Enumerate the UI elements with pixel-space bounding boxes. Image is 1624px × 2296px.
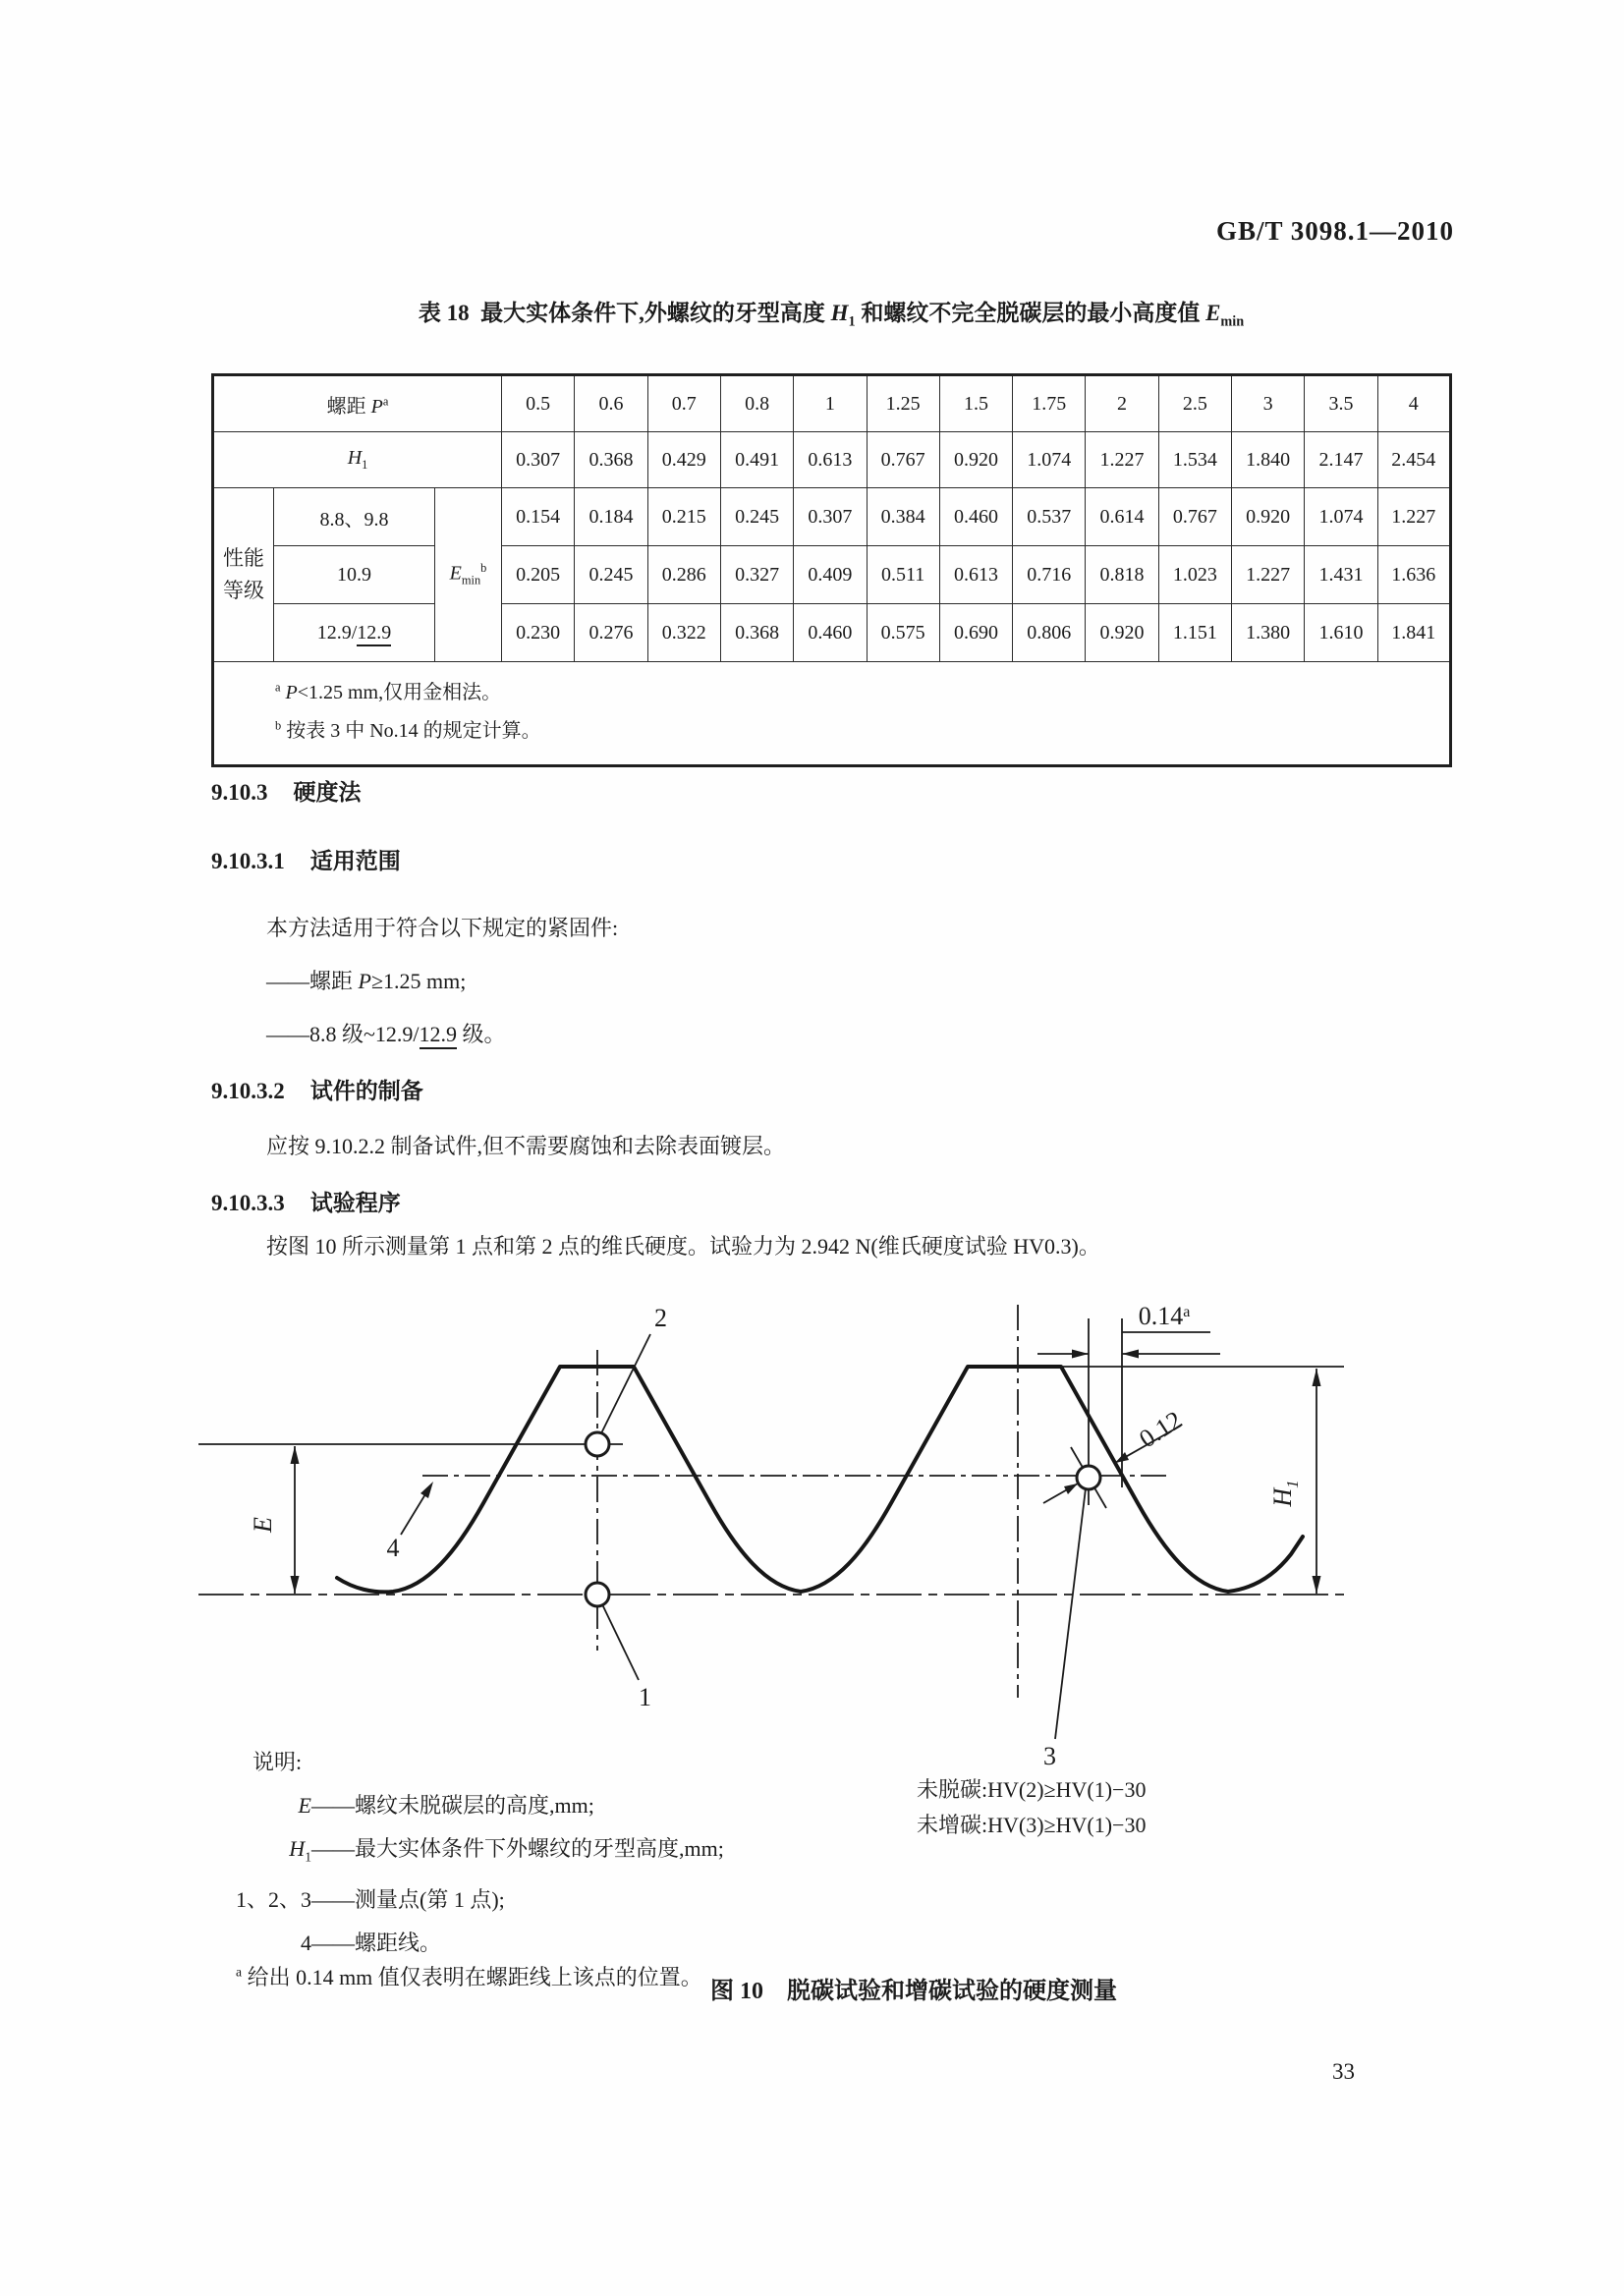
table-cell: 0.491 (720, 432, 793, 488)
table-cell: 0.767 (1158, 488, 1231, 546)
table-cell: 2 (1086, 375, 1158, 432)
table-cell: 1.431 (1305, 546, 1377, 604)
standard-number-header: GB/T 3098.1—2010 (1215, 216, 1454, 246)
table-cell: 0.322 (647, 604, 720, 662)
table-cell: 1.5 (939, 375, 1012, 432)
table-cell: 1.841 (1377, 604, 1450, 662)
figure-10-diagram (196, 1206, 1454, 1776)
table-cell: 1.023 (1158, 546, 1231, 604)
paragraph: 应按 9.10.2.2 制备试件,但不需要腐蚀和去除表面镀层。 (266, 1134, 786, 1158)
table-cell: 1.840 (1232, 432, 1305, 488)
table-cell: 1.380 (1232, 604, 1305, 662)
table-number: 表 18 (418, 301, 470, 325)
reference-lines (198, 1305, 1344, 1698)
table-cell: 0.368 (575, 432, 647, 488)
table-cell: 0.409 (794, 546, 867, 604)
point-leaders (387, 1304, 1087, 1770)
measurement-point-2 (586, 1432, 609, 1456)
table-cell: 0.307 (794, 488, 867, 546)
dimension-0-12-label: 0.12 (1134, 1405, 1188, 1454)
dimension-0-14 (1037, 1302, 1220, 1359)
table-cell: 0.806 (1013, 604, 1086, 662)
table-cell: 0.690 (939, 604, 1012, 662)
criterion-no-decarburization: 未脱碳:HV(2)≥HV(1)−30 (917, 1777, 1147, 1802)
table-cell: 1.074 (1013, 432, 1086, 488)
emin-header-cell: $E_{min}^b$ (435, 488, 502, 662)
performance-grade-cell: 性能 等级 (213, 488, 274, 662)
grade-label-cell: 12.9/12.9 (274, 604, 435, 662)
table-footnotes-cell (213, 662, 1451, 766)
table-cell: 0.613 (794, 432, 867, 488)
table-cell: 0.5 (502, 375, 575, 432)
point-2-label: 2 (654, 1304, 667, 1332)
table-cell: 3.5 (1305, 375, 1377, 432)
table-cell: 1.636 (1377, 546, 1450, 604)
table-cell: 1.227 (1232, 546, 1305, 604)
section-heading-9-10-3: 9.10.3 硬度法 (211, 780, 362, 805)
table-row-grade-12-9 (213, 604, 1451, 662)
section-heading-9-10-3-2: 9.10.3.2 试件的制备 (211, 1079, 423, 1103)
figure-legend (209, 1741, 724, 1965)
table-cell: 0.818 (1086, 546, 1158, 604)
legend-item-h1: $H_1——$最大实体条件下外螺纹的牙型高度,mm; (289, 1836, 724, 1865)
table-cell: 0.511 (867, 546, 939, 604)
page-number: 33 (1332, 2059, 1355, 2084)
table-row-grade-10-9 (213, 546, 1451, 604)
dimension-0-12 (1043, 1405, 1187, 1508)
pitch-line-label: 4 (386, 1534, 400, 1562)
table-cell: 0.245 (720, 488, 793, 546)
h1-header-cell: $H_1$ (213, 432, 502, 488)
dimension-h1-label: $H_1$ (1268, 1480, 1302, 1507)
dimension-h1 (1268, 1369, 1321, 1594)
criterion-no-carburization: 未增碳:HV(3)≥HV(1)−30 (917, 1813, 1147, 1837)
figure-footnote-a: $^a$ 给出 0.14 mm 值仅表明在螺距线上该点的位置。 (236, 1964, 702, 1989)
table-18 (211, 373, 1452, 767)
figure-10-caption: 图 10 脱碳试验和增碳试验的硬度测量 (710, 1979, 1117, 2004)
table-row-pitch (213, 375, 1451, 432)
table-cell: 0.716 (1013, 546, 1086, 604)
legend-item-pitch-line: 4——螺距线。 (301, 1931, 442, 1956)
table-cell: 1.227 (1377, 488, 1450, 546)
table-cell: 1.75 (1013, 375, 1086, 432)
list-item-grades: ——8.8 级~12.9/12.9 级。 (266, 1018, 506, 1048)
footnote-b: $^b$ 按表 3 中 No.14 的规定计算。 (275, 718, 541, 742)
table-cell: 1 (794, 375, 867, 432)
table-cell: 0.368 (720, 604, 793, 662)
table-cell: 0.7 (647, 375, 720, 432)
table-cell: 1.610 (1305, 604, 1377, 662)
table-cell: 4 (1377, 375, 1450, 432)
table-cell: 0.920 (1232, 488, 1305, 546)
table-cell: 1.534 (1158, 432, 1231, 488)
table-cell: 1.227 (1086, 432, 1158, 488)
table-cell: 0.429 (647, 432, 720, 488)
hardness-criteria (917, 1772, 1146, 1843)
table-cell: 0.215 (647, 488, 720, 546)
table-row-h1 (213, 432, 1451, 488)
table-cell: 0.537 (1013, 488, 1086, 546)
dimension-e (249, 1446, 300, 1594)
table-cell: 2.454 (1377, 432, 1450, 488)
thread-profile (337, 1367, 1303, 1592)
legend-item-e: E——螺纹未脱碳层的高度,mm; (298, 1793, 594, 1818)
table-cell: 2.147 (1305, 432, 1377, 488)
table-cell: 0.575 (867, 604, 939, 662)
table-cell: 0.307 (502, 432, 575, 488)
table-row-footnotes (213, 662, 1451, 766)
table-cell: 0.920 (939, 432, 1012, 488)
measurement-points (586, 1432, 1100, 1606)
table-cell: 0.230 (502, 604, 575, 662)
table-cell: 0.767 (867, 432, 939, 488)
table-cell: 1.25 (867, 375, 939, 432)
section-heading-9-10-3-1: 9.10.3.1 适用范围 (211, 849, 401, 873)
table-cell: 0.613 (939, 546, 1012, 604)
point-3-label: 3 (1043, 1742, 1056, 1770)
table-cell: 0.614 (1086, 488, 1158, 546)
measurement-point-1 (586, 1583, 609, 1606)
table-cell: 0.276 (575, 604, 647, 662)
table-cell: 0.460 (794, 604, 867, 662)
list-item-pitch: ——螺距 P≥1.25 mm; (266, 969, 467, 993)
table-row-grade-8-9 (213, 488, 1451, 546)
paragraph: 按图 10 所示测量第 1 点和第 2 点的维氏硬度。试验力为 2.942 N(维氏硬度试验 HV0.3)。 (266, 1234, 1100, 1259)
table-cell: 1.151 (1158, 604, 1231, 662)
table-cell: 0.384 (867, 488, 939, 546)
table-cell: 0.205 (502, 546, 575, 604)
grade-label-cell: 8.8、9.8 (274, 488, 435, 546)
dimension-0-14-label: 0.14$^a$ (1138, 1302, 1191, 1330)
table-cell: 2.5 (1158, 375, 1231, 432)
table-cell: 0.6 (575, 375, 647, 432)
pitch-header-cell: 螺距 $P^a$ (213, 375, 502, 432)
table-cell: 3 (1232, 375, 1305, 432)
table-cell: 0.8 (720, 375, 793, 432)
point-1-label: 1 (639, 1683, 651, 1711)
table-cell: 0.154 (502, 488, 575, 546)
grade-label-cell: 10.9 (274, 546, 435, 604)
measurement-point-3 (1077, 1466, 1100, 1489)
table-cell: 0.920 (1086, 604, 1158, 662)
dimension-e-label: E (249, 1517, 277, 1533)
table-18-title: 表 18 最大实体条件下,外螺纹的牙型高度 $H_1$ 和螺纹不完全脱碳层的最小高度值 $E_{min}$ (418, 301, 1245, 330)
legend-item-points: 1、2、3——测量点(第 1 点); (235, 1887, 505, 1913)
table-cell: 0.184 (575, 488, 647, 546)
table-cell: 0.327 (720, 546, 793, 604)
table-cell: 0.460 (939, 488, 1012, 546)
table-cell: 1.074 (1305, 488, 1377, 546)
legend-heading: 说明: (252, 1750, 303, 1774)
table-cell: 0.286 (647, 546, 720, 604)
footnote-a: $^a$ P<1.25 mm,仅用金相法。 (275, 680, 502, 703)
paragraph: 本方法适用于符合以下规定的紧固件: (266, 916, 619, 940)
section-heading-9-10-3-3: 9.10.3.3 试验程序 (211, 1191, 401, 1215)
table-cell: 0.245 (575, 546, 647, 604)
